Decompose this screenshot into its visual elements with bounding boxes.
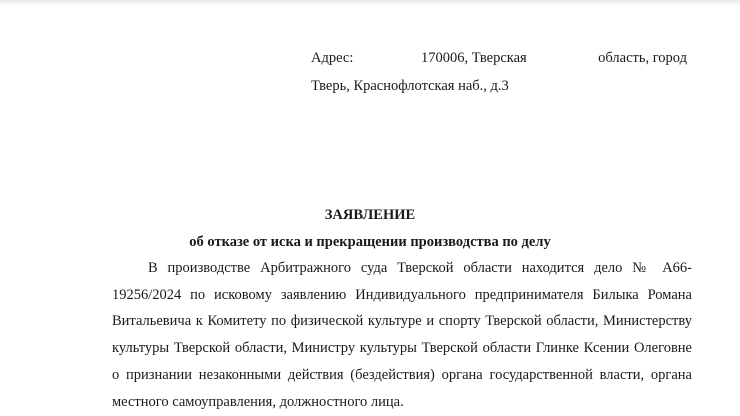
scan-edge-shade (0, 0, 740, 6)
document-subtitle: об отказе от иска и прекращении производства по делу (189, 234, 551, 250)
address-block (311, 44, 687, 100)
address-line-2: Тверь, Краснофлотская наб., д.3 (311, 78, 509, 94)
document-paragraph: В производстве Арбитражного суда Тверской области находится дело № А66-19256/2024 по исковому заявлению Индивидуального предпринимателя Билыка Романа Витальевича к Комитету по физической культуре и спорту Тверской области, Министерству культуры Тверской области, Министру культуры Тверской области Глинке Ксении Олеговне о признании незаконными действия (бездействия) органа государственной власти, органа местного самоуправления, должностного лица. (112, 260, 692, 410)
address-region-city: область, город (598, 50, 687, 66)
document-title: ЗАЯВЛЕНИЕ (324, 207, 416, 223)
address-label: Адрес: (311, 50, 354, 66)
address-index-region: 170006, Тверская (421, 50, 527, 66)
address-line-1 (311, 44, 687, 72)
